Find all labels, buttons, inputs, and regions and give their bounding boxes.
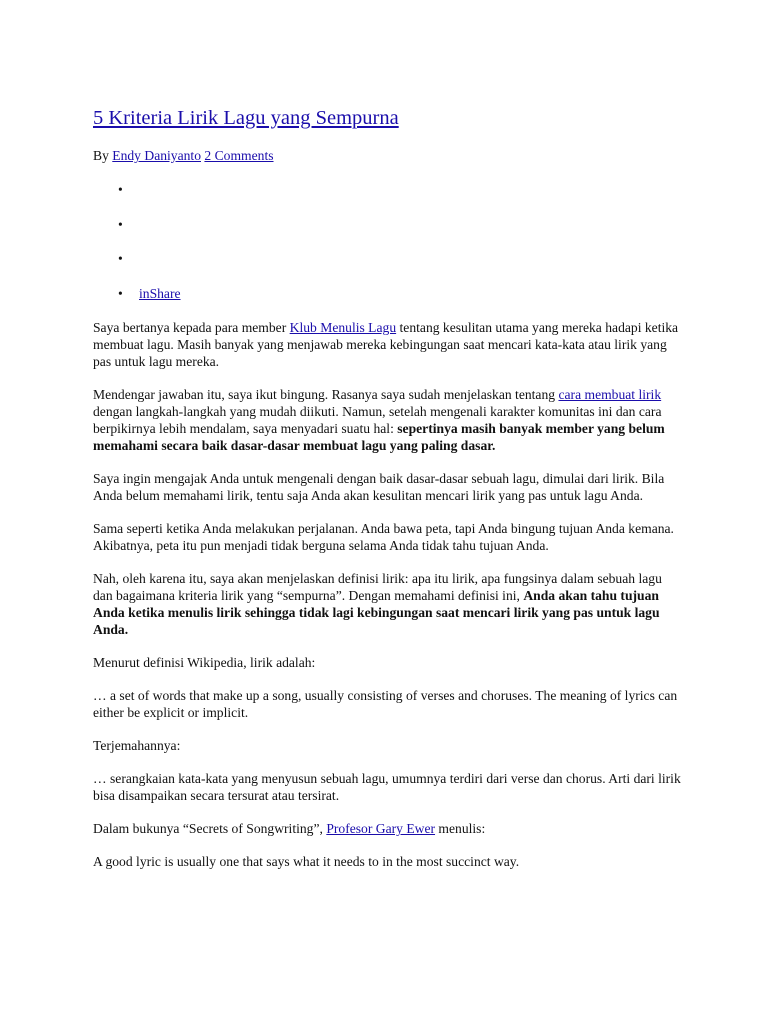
paragraph-bold-text: Anda akan tahu tujuan Anda ketika menulis lirik sehingga tidak lagi kebingungan saat mencari lirik yang pas untuk lagu Anda. bbox=[93, 588, 660, 637]
share-item-inshare[interactable] bbox=[93, 285, 181, 302]
paragraph bbox=[93, 820, 683, 837]
share-list bbox=[93, 181, 181, 319]
by-label: By bbox=[93, 148, 109, 163]
gary-ewer-link[interactable]: Profesor Gary Ewer bbox=[326, 821, 436, 836]
quote-paragraph: … a set of words that make up a song, usually consisting of verses and choruses. The meaning of lyrics can either be explicit or implicit. bbox=[93, 688, 678, 720]
paragraph: Saya ingin mengajak Anda untuk mengenali dengan baik dasar-dasar sebuah lagu, dimulai dari lirik. Bila Anda belum memahami lirik, tentu saja Anda akan kesulitan mencari lirik yang pas untuk lagu Anda. bbox=[93, 471, 665, 503]
paragraph-text: Dalam bukunya “Secrets of Songwriting”, bbox=[93, 821, 327, 836]
paragraph: Terjemahannya: bbox=[93, 738, 181, 753]
paragraph-text: Nah, oleh karena itu, saya akan menjelaskan definisi lirik: apa itu lirik, apa fungsinya dalam sebuah lagu dan bagaimana kriteria lirik yang “sempurna”. Dengan memahami definisi ini, bbox=[93, 571, 662, 603]
paragraph: Sama seperti ketika Anda melakukan perjalanan. Anda bawa peta, tapi Anda bingung tujuan Anda kemana. Akibatnya, peta itu pun menjadi tidak berguna selama Anda tidak tahu tujuan Anda. bbox=[93, 521, 674, 553]
comments-link[interactable]: 2 Comments bbox=[204, 148, 274, 163]
article-title-link[interactable]: 5 Kriteria Lirik Lagu yang Sempurna bbox=[93, 107, 399, 129]
bullet-icon: • bbox=[118, 216, 123, 232]
author-link[interactable]: Endy Daniyanto bbox=[112, 148, 201, 163]
paragraph-text: menulis: bbox=[435, 821, 486, 836]
bullet-icon: • bbox=[118, 285, 123, 301]
byline bbox=[93, 147, 274, 164]
cara-membuat-lirik-link[interactable]: cara membuat lirik bbox=[558, 387, 662, 402]
paragraph bbox=[93, 386, 683, 454]
bullet-icon: • bbox=[118, 251, 123, 266]
bullet-icon: • bbox=[118, 182, 123, 197]
paragraph-bold-text: sepertinya masih banyak member yang belum memahami secara baik dasar-dasar membuat lagu yang paling dasar. bbox=[93, 421, 665, 453]
klub-menulis-lagu-link[interactable]: Klub Menulis Lagu bbox=[289, 320, 397, 335]
paragraph-text: Saya bertanya kepada para member bbox=[93, 320, 290, 335]
inshare-link[interactable]: inShare bbox=[139, 285, 181, 301]
paragraph: Menurut definisi Wikipedia, lirik adalah: bbox=[93, 655, 316, 670]
paragraph-text: tentang kesulitan utama yang mereka hadapi ketika membuat lagu. Masih banyak yang menjawab mereka kebingungan saat mencari kata-kata atau lirik yang pas untuk lagu mereka. bbox=[93, 320, 679, 369]
paragraph bbox=[93, 319, 683, 370]
article-body bbox=[93, 319, 683, 886]
translation-paragraph: … serangkaian kata-kata yang menyusun sebuah lagu, umumnya terdiri dari verse dan chorus. Arti dari lirik bisa disampaikan secara tersurat atau tersirat. bbox=[93, 771, 681, 803]
article-title bbox=[93, 106, 399, 130]
share-item[interactable] bbox=[93, 181, 181, 198]
share-item[interactable] bbox=[93, 250, 181, 267]
paragraph: A good lyric is usually one that says what it needs to in the most succinct way. bbox=[93, 854, 520, 869]
paragraph bbox=[93, 570, 683, 638]
share-item[interactable] bbox=[93, 216, 181, 233]
paragraph-text: dengan langkah-langkah yang mudah diikuti. Namun, setelah mengenali karakter komunitas ini dan cara berpikirnya lebih mendalam, saya menyadari suatu hal: bbox=[93, 404, 662, 436]
paragraph-text: Mendengar jawaban itu, saya ikut bingung. Rasanya saya sudah menjelaskan tentang bbox=[93, 387, 559, 402]
